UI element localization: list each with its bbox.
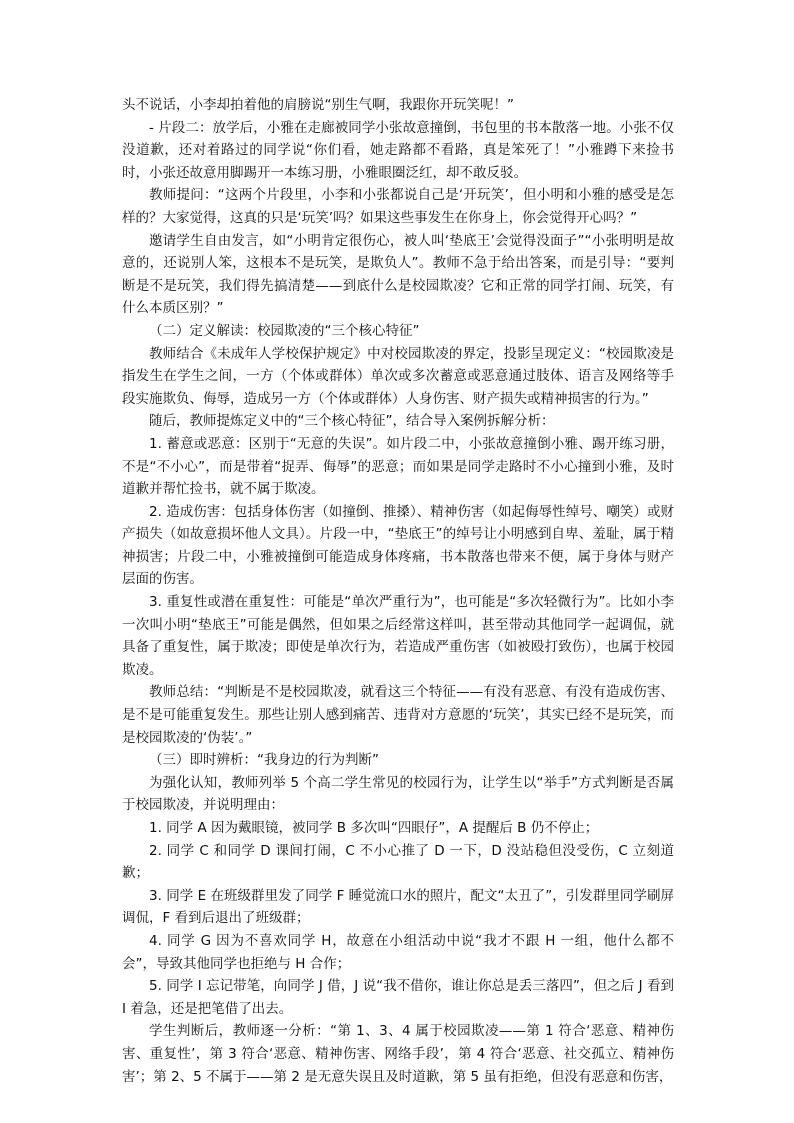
paragraph: 随后，教师提炼定义中的“三个核心特征”，结合导入案例拆解分析：	[149, 413, 555, 430]
list-item: 4. 同学 G 因为不喜欢同学 H，故意在小组活动中说“我才不跟 H 一组，他什么都不会”，导致其他同学也拒绝与 H 合作；	[122, 932, 674, 972]
document-body	[122, 94, 674, 1088]
paragraph: 教师结合《未成年人学校保护规定》中对校园欺凌的界定，投影呈现定义：“校园欺凌是指发生在学生之间，一方（个体或群体）单次或多次蓄意或恶意通过肢体、语言及网络等手段实施欺负、侮辱，造成另一方（个体或群体）人身伤害、财产损失或精神损害的行为。”	[122, 345, 674, 407]
paragraph: 教师提问：“这两个片段里，小李和小张都说自己是‘开玩笑’，但小明和小雅的感受是怎样的？大家觉得，这真的只是‘玩笑’吗？如果这些事发生在你身上，你会觉得开心吗？”	[122, 187, 674, 226]
paragraph: 教师总结：“判断是不是校园欺凌，就看这三个特征——有没有恶意、有没有造成伤害、是不是可能重复发生。那些让别人感到痛苦、违背对方意愿的‘玩笑’，其实已经不是玩笑，而是校园欺凌的‘伪装’。”	[122, 684, 674, 746]
paragraph: 头不说话，小李却拍着他的肩膀说“别生气啊，我跟你开玩笑呢！”	[122, 97, 514, 113]
section-heading: （三）即时辨析：“我身边的行为判断”	[149, 752, 379, 769]
paragraph: 学生判断后，教师逐一分析：“第 1、3、4 属于校园欺凌——第 1 符合‘恶意、精神伤害、重复性’，第 3 符合‘恶意、精神伤害、网络手段’，第 4 符合‘恶意、社交孤立、精神伤害’；第 2、5 不属于——第 2 是无意失误且及时道歉，第 5 虽有拒绝，但没有恶意和伤害，	[122, 1023, 674, 1085]
list-item: 1. 蓄意或恶意：区别于“无意的失误”。如片段二中，小张故意撞倒小雅、踢开练习册，不是“不小心”，而是带着“捉弄、侮辱”的恶意；而如果是同学走路时不小心撞到小雅，及时道歉并帮忙捡书，就不属于欺凌。	[122, 435, 674, 498]
paragraph: 为强化认知，教师列举 5 个高二学生常见的校园行为，让学生以“举手”方式判断是否属于校园欺凌，并说明理由：	[122, 774, 674, 814]
paragraph: 邀请学生自由发言，如“小明肯定很伤心，被人叫‘垫底王’会觉得没面子”“小张明明是故意的，还说别人笨，这根本不是玩笑，是欺负人”。教师不急于给出答案，而是引导：“要判断是不是玩笑，我们得先搞清楚——到底什么是校园欺凌？它和正常的同学打闹、玩笑，有什么本质区别？”	[122, 232, 674, 317]
paragraph: - 片段二：放学后，小雅在走廊被同学小张故意撞倒，书包里的书本散落一地。小张不仅没道歉，还对着路过的同学说“你们看，她走路都不看路，真是笨死了！”小雅蹲下来捡书时，小张还故意用脚踢开一本练习册，小雅眼圈泛红，却不敢反驳。	[122, 119, 674, 181]
list-item: 2. 同学 C 和同学 D 课间打闹，C 不小心推了 D 一下，D 没站稳但没受伤，C 立刻道歉；	[122, 842, 674, 882]
list-item: 3. 同学 E 在班级群里发了同学 F 睡觉流口水的照片，配文“太丑了”，引发群里同学刷屏调侃，F 看到后退出了班级群；	[122, 887, 674, 927]
list-item: 1. 同学 A 因为戴眼镜，被同学 B 多次叫“四眼仔”，A 提醒后 B 仍不停止；	[149, 820, 599, 836]
section-heading: （二）定义解读：校园欺凌的“三个核心特征”	[149, 322, 420, 339]
list-item: 5. 同学 I 忘记带笔，向同学 J 借，J 说“我不借你，谁让你总是丢三落四”，但之后 J 看到 I 着急，还是把笔借了出去。	[122, 978, 674, 1017]
list-item: 3. 重复性或潜在重复性：可能是“单次严重行为”，也可能是“多次轻微行为”。比如小李一次叫小明“垫底王”可能是偶然，但如果之后经常这样叫，甚至带动其他同学一起调侃，就具备了重复性，属于欺凌；即使是单次行为，若造成严重伤害（如被殴打致伤），也属于校园欺凌。	[122, 594, 674, 678]
list-item: 2. 造成伤害：包括身体伤害（如撞倒、推搡）、精神伤害（如起侮辱性绰号、嘲笑）或财产损失（如故意损坏他人文具）。片段一中，“垫底王”的绰号让小明感到自卑、羞耻，属于精神损害；片段二中，小雅被撞倒可能造成身体疼痛，书本散落也带来不便，属于身体与财产层面的伤害。	[122, 503, 674, 588]
